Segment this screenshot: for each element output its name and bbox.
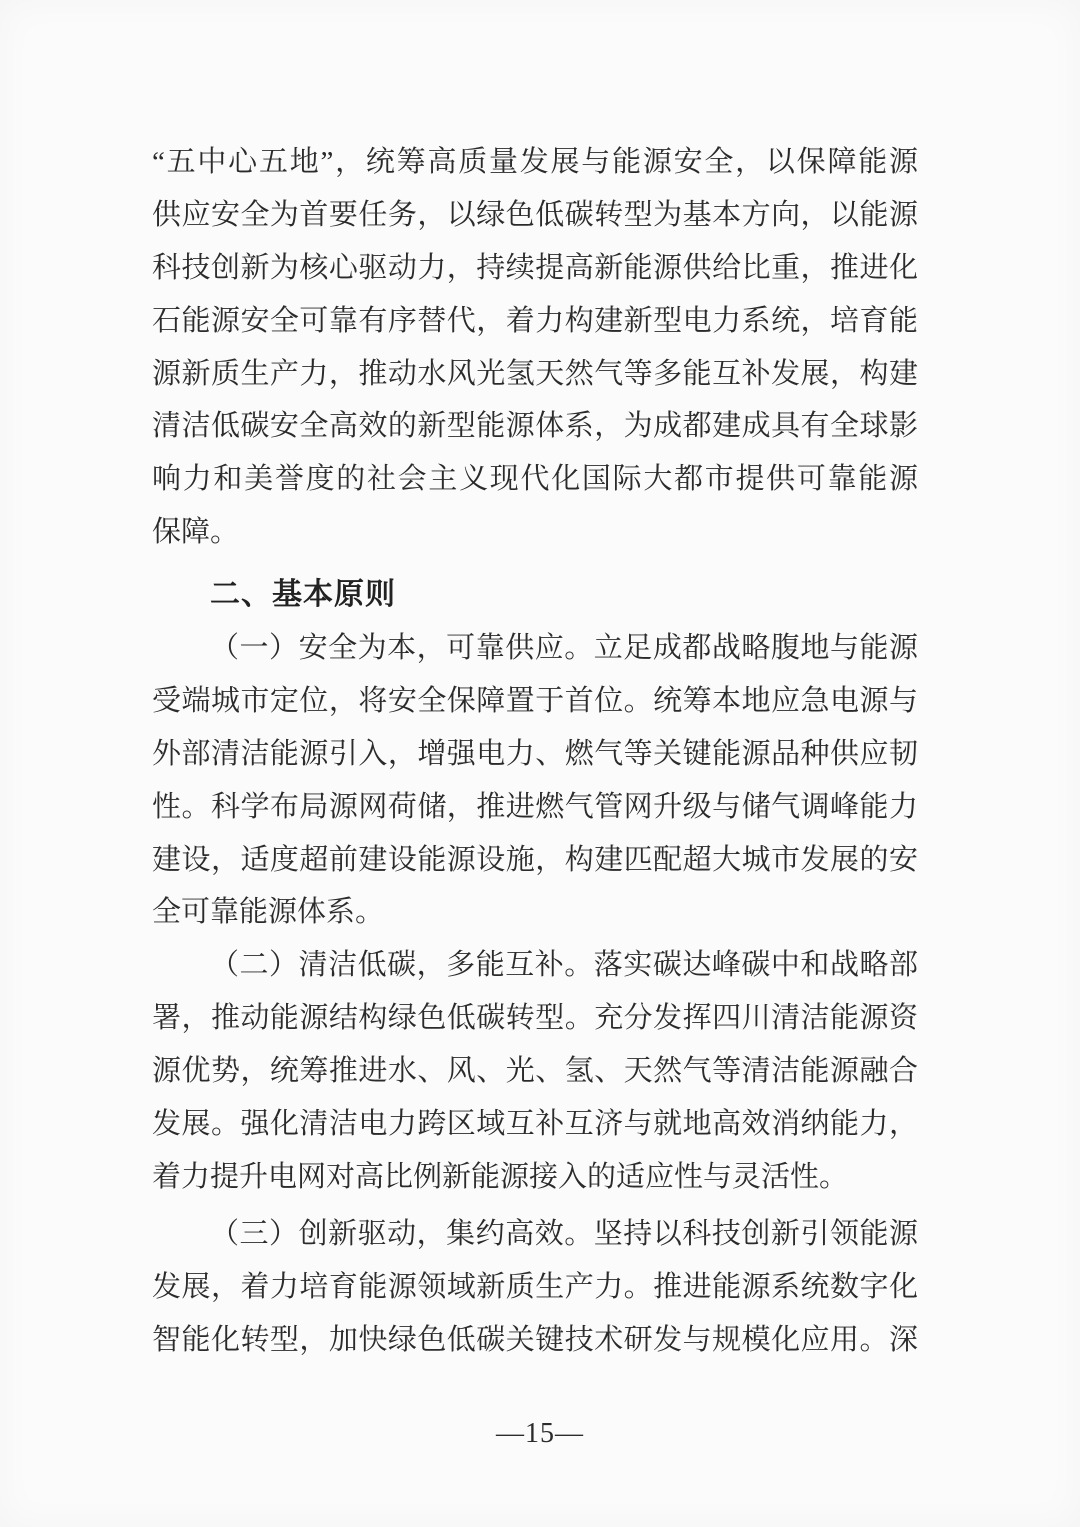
section-heading: 二、基本原则 [210,578,396,612]
body-line: 发展，着力培育能源领域新质生产力。推进能源系统数字化 [152,1270,918,1303]
principle-paragraph-1 [152,622,918,939]
body-line: 响力和美誉度的社会主义现代化国际大都市提供可靠能源 [152,463,918,496]
body-line: 源优势，统筹推进水、风、光、氢、天然气等清洁能源融合 [152,1055,918,1088]
body-line: 全可靠能源体系。 [152,896,385,929]
body-line: （一）安全为本，可靠供应。立足成都战略腹地与能源 [210,632,918,665]
body-line: 智能化转型，加快绿色低碳关键技术研发与规模化应用。深 [152,1323,918,1356]
page-content [152,136,918,1366]
body-line: 建设，适度超前建设能源设施，构建匹配超大城市发展的安 [152,843,918,876]
body-line: 受端城市定位，将安全保障置于首位。统筹本地应急电源与 [152,684,918,717]
body-line: （二）清洁低碳，多能互补。落实碳达峰碳中和战略部 [210,949,918,982]
body-line: 源新质生产力，推动水风光氢天然气等多能互补发展，构建 [152,357,918,390]
body-line: 发展。强化清洁电力跨区域互补互济与就地高效消纳能力， [152,1108,918,1141]
principle-paragraph-3 [152,1208,918,1367]
body-line: 着力提升电网对高比例新能源接入的适应性与灵活性。 [152,1160,849,1193]
principle-paragraph-2 [152,939,918,1203]
body-line: 保障。 [152,516,240,549]
body-line: 清洁低碳安全高效的新型能源体系，为成都建成具有全球影 [152,410,918,443]
body-line: 性。科学布局源网荷储，推进燃气管网升级与储气调峰能力 [152,790,918,823]
body-line: 石能源安全可靠有序替代，着力构建新型电力系统，培育能 [152,304,918,337]
continuation-paragraph [152,136,918,559]
body-line: 外部清洁能源引入，增强电力、燃气等关键能源品种供应韧 [152,737,918,770]
body-line: 供应安全为首要任务，以绿色低碳转型为基本方向，以能源 [152,198,918,231]
page-number: —15— [496,1418,584,1449]
body-line: “五中心五地”，统筹高质量发展与能源安全，以保障能源 [152,146,918,178]
body-line: （三）创新驱动，集约高效。坚持以科技创新引领能源 [210,1217,918,1250]
body-line: 署，推动能源结构绿色低碳转型。充分发挥四川清洁能源资 [152,1002,918,1035]
body-line: 科技创新为核心驱动力，持续提高新能源供给比重，推进化 [152,251,918,284]
